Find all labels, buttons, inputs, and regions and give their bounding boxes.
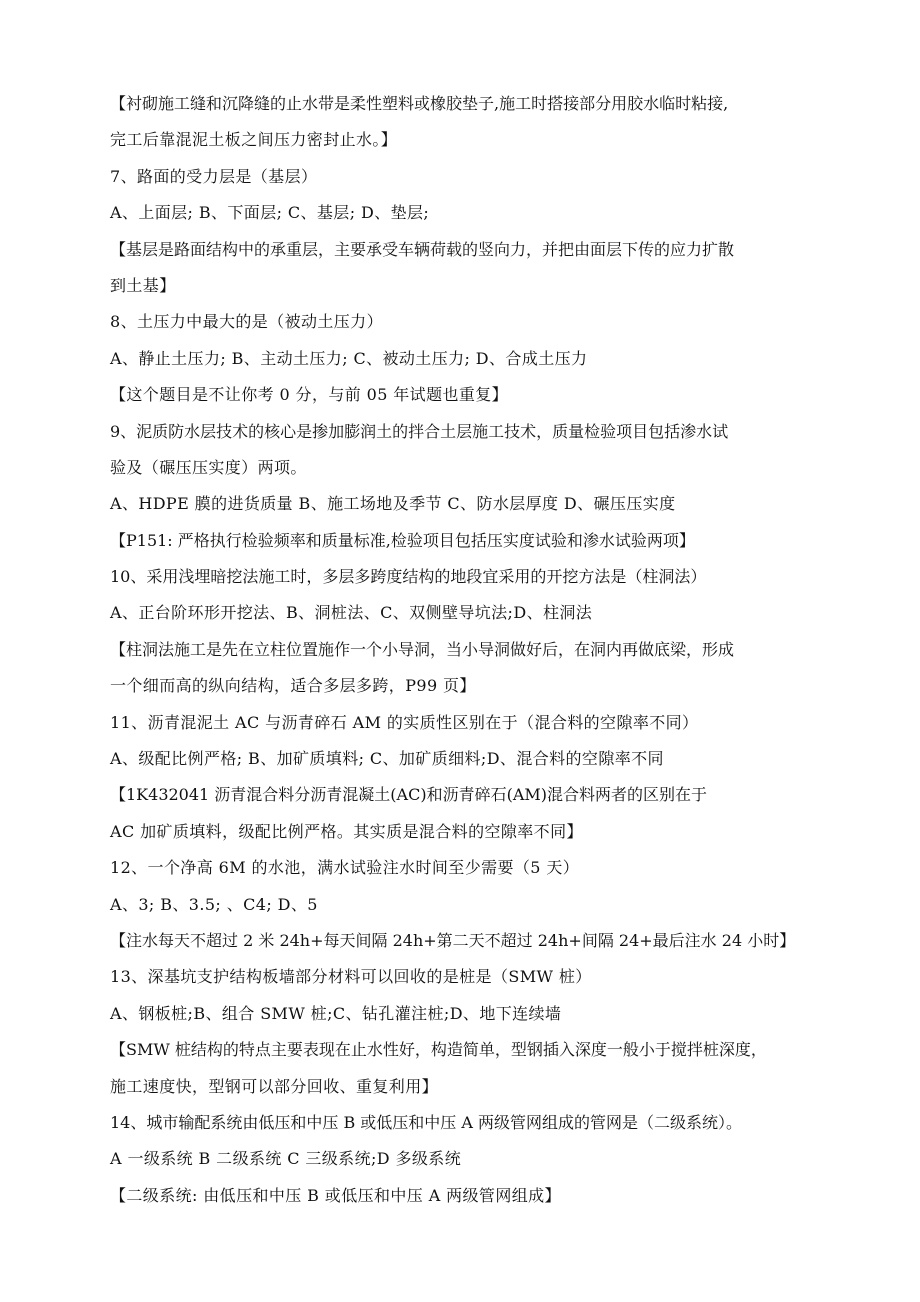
question-line: 验及（碾压压实度）两项。: [110, 457, 307, 477]
question-line: 9、泥质防水层技术的核心是掺加膨润土的拌合土层施工技术，质量检验项目包括渗水试: [110, 421, 729, 441]
options-line: A、钢板桩;B、组合 SMW 桩;C、钻孔灌注桩;D、地下连续墙: [110, 1003, 562, 1023]
explanation-line: 【柱洞法施工是先在立柱位置施作一个小导洞，当小导洞做好后，在洞内再做底梁，形成: [110, 639, 735, 659]
explanation-line: 【P151: 严格执行检验频率和质量标准,检验项目包括压实度试验和渗水试验两项】: [110, 530, 695, 550]
explanation-line: 【这个题目是不让你考 0 分，与前 05 年试题也重复】: [110, 385, 509, 405]
explanation-line: AC 加矿质填料，级配比例严格。其实质是混合料的空隙率不同】: [110, 821, 583, 841]
question-line: 13、深基坑支护结构板墙部分材料可以回收的是桩是（SMW 桩）: [110, 967, 592, 987]
options-line: A、上面层; B、下面层; C、基层; D、垫层;: [110, 203, 430, 223]
explanation-line: 施工速度快，型钢可以部分回收、重复利用】: [110, 1076, 439, 1096]
question-line: 12、一个净高 6M 的水池，满水试验注水时间至少需要（5 天）: [110, 858, 580, 878]
explanation-line: 【1K432041 沥青混合料分沥青混凝土(AC)和沥青碎石(AM)混合料两者的区别在于: [110, 785, 708, 805]
explanation-line: 【注水每天不超过 2 米 24h+每天间隔 24h+第二天不超过 24h+间隔 24+最后注水 24 小时】: [110, 930, 796, 950]
explanation-line: 【基层是路面结构中的承重层，主要承受车辆荷载的竖向力，并把由面层下传的应力扩散: [110, 239, 735, 259]
explanation-line: 到土基】: [110, 275, 176, 295]
text-line: 【衬砌施工缝和沉降缝的止水带是柔性塑料或橡胶垫子,施工时搭接部分用胶水临时粘接,: [110, 94, 729, 113]
question-line: 7、路面的受力层是（基层）: [110, 166, 318, 186]
options-line: A、静止土压力; B、主动土压力; C、被动土压力; D、合成土压力: [110, 348, 588, 368]
text-line: 完工后靠混泥土板之间压力密封止水。】: [110, 130, 398, 150]
explanation-line: 一个细而高的纵向结构，适合多层多跨，P99 页】: [110, 676, 476, 696]
options-line: A 一级系统 B 二级系统 C 三级系统;D 多级系统: [110, 1149, 462, 1169]
options-line: A、3; B、3.5; 、C4; D、5: [110, 894, 318, 914]
options-line: A、级配比例严格; B、加矿质填料; C、加矿质细料;D、混合料的空隙率不同: [110, 749, 664, 769]
question-line: 10、采用浅埋暗挖法施工时，多层多跨度结构的地段宜采用的开挖方法是（柱洞法）: [110, 567, 707, 587]
explanation-line: 【二级系统: 由低压和中压 B 或低压和中压 A 两级管网组成】: [110, 1185, 561, 1205]
options-line: A、正台阶环形开挖法、B、洞桩法、C、双侧壁导坑法;D、柱洞法: [110, 603, 593, 623]
options-line: A、HDPE 膜的进货质量 B、施工场地及季节 C、防水层厚度 D、碾压压实度: [110, 494, 676, 514]
explanation-line: 【SMW 桩结构的特点主要表现在止水性好，构造简单，型钢插入深度一般小于搅拌桩深度，: [110, 1040, 767, 1060]
question-line: 8、土压力中最大的是（被动土压力）: [110, 312, 383, 332]
question-line: 14、城市输配系统由低压和中压 B 或低压和中压 A 两级管网组成的管网是（二级系统）。: [110, 1112, 743, 1132]
question-line: 11、沥青混泥土 AC 与沥青碎石 AM 的实质性区别在于（混合料的空隙率不同）: [110, 712, 699, 732]
document-body: [110, 86, 850, 1214]
